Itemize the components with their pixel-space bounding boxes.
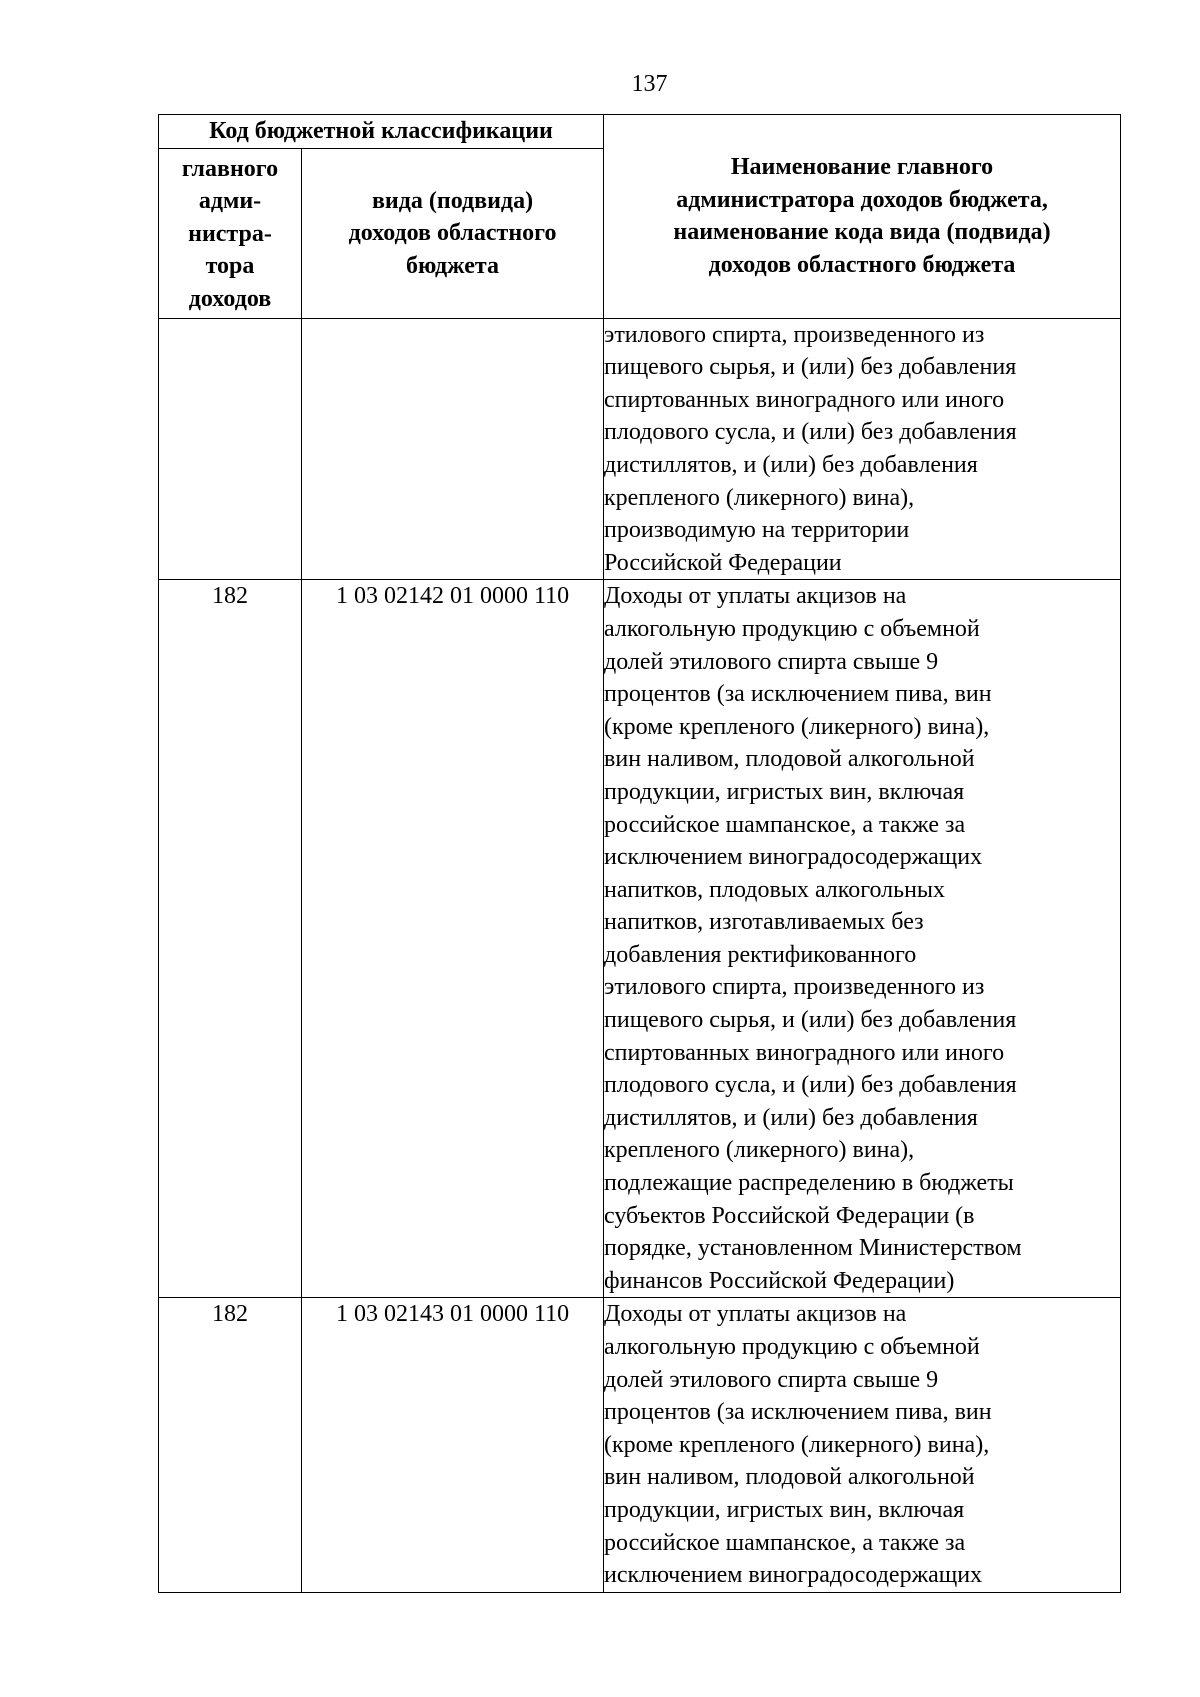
income-name-line: спиртованных виноградного или иного [604, 386, 1005, 413]
income-code-cell: 1 03 02142 01 0000 110 [302, 580, 604, 1298]
income-name-line: исключением виноградосодержащих [604, 1562, 983, 1589]
admin-code-cell: 182 [159, 580, 302, 1298]
income-name-line: продукции, игристых вин, включая [604, 778, 965, 805]
admin-code-cell: 182 [159, 1298, 302, 1592]
income-name-line: пищевого сырья, и (или) без добавления [604, 1007, 1017, 1034]
header-code-line: бюджета [406, 252, 499, 279]
income-name-line: российское шампанское, а также за [604, 1529, 966, 1556]
table-row [159, 1298, 1121, 1592]
income-name-line: крепленого (ликерного) вина), [604, 1137, 915, 1164]
income-name-line: (кроме крепленого (ликерного) вина), [604, 713, 990, 740]
income-name-line: исключением виноградосодержащих [604, 844, 983, 871]
income-code-cell [302, 318, 604, 580]
header-admin-line: адми- [198, 188, 262, 215]
income-name-line: алкогольную продукцию с объемной [604, 1334, 980, 1360]
header-code-line: вида (подвида) [371, 187, 534, 214]
income-name-line: процентов (за исключением пива, вин [604, 1399, 992, 1426]
page-number: 137 [631, 71, 668, 97]
income-name-line: напитков, изготавливаемых без [604, 909, 924, 936]
income-name-line: подлежащие распределению в бюджеты [604, 1170, 1014, 1197]
income-name-line: дистиллятов, и (или) без добавления [604, 1104, 978, 1131]
header-col-code [302, 148, 604, 318]
header-name-line: наименование кода вида (подвида) [673, 219, 1051, 246]
table-row [159, 580, 1121, 1298]
income-name-line: Доходы от уплаты акцизов на [604, 583, 907, 610]
income-name-line: финансов Российской Федерации) [604, 1267, 955, 1294]
header-admin-line: доходов [188, 285, 272, 312]
header-admin-line: тора [205, 253, 255, 280]
income-name-line: спиртованных виноградного или иного [604, 1039, 1005, 1066]
income-name-line: вин наливом, плодовой алкогольной [604, 1464, 975, 1491]
income-name-line: субъектов Российской Федерации (в [604, 1202, 975, 1229]
income-name-line: Российской Федерации [604, 549, 842, 576]
header-group-title: Код бюджетной классификации [159, 115, 604, 149]
admin-code-cell [159, 318, 302, 580]
income-name-line: (кроме крепленого (ликерного) вина), [604, 1431, 990, 1458]
header-col-admin [159, 148, 302, 318]
income-name-line: пищевого сырья, и (или) без добавления [604, 354, 1017, 381]
income-name-line: плодового сусла, и (или) без добавления [604, 1072, 1017, 1099]
header-name-line: доходов областного бюджета [708, 251, 1016, 278]
income-name-line: вин наливом, плодовой алкогольной [604, 746, 975, 773]
income-name-line: этилового спирта, произведенного из [604, 321, 985, 348]
income-name-line: продукции, игристых вин, включая [604, 1496, 965, 1523]
income-name-line: крепленого (ликерного) вина), [604, 484, 915, 511]
income-name-line: Доходы от уплаты акцизов на [604, 1301, 907, 1328]
header-admin-line: главного [181, 155, 279, 182]
income-name-cell [604, 318, 1121, 580]
header-name-line: администратора доходов бюджета, [676, 186, 1048, 213]
table-row [159, 318, 1121, 580]
header-row-group [159, 115, 1121, 149]
header-name-line: Наименование главного [730, 154, 994, 181]
budget-classification-table [158, 114, 1121, 1593]
header-admin-line: нистра- [188, 220, 272, 247]
income-name-line: процентов (за исключением пива, вин [604, 681, 992, 708]
income-name-cell [604, 1298, 1121, 1592]
income-name-line: дистиллятов, и (или) без добавления [604, 451, 978, 478]
income-name-line: плодового сусла, и (или) без добавления [604, 419, 1017, 446]
income-code-cell: 1 03 02143 01 0000 110 [302, 1298, 604, 1592]
income-name-line: напитков, плодовых алкогольных [604, 876, 946, 903]
income-name-line: этилового спирта, произведенного из [604, 974, 985, 1001]
income-name-line: производимую на территории [604, 517, 910, 544]
header-col-name [604, 115, 1121, 319]
header-code-line: доходов областного [348, 220, 557, 247]
income-name-line: добавления ректификованного [604, 941, 917, 968]
income-name-line: долей этилового спирта свыше 9 [604, 1366, 939, 1393]
income-name-line: российское шампанское, а также за [604, 811, 966, 838]
income-name-line: долей этилового спирта свыше 9 [604, 648, 939, 675]
income-name-cell [604, 580, 1121, 1298]
income-name-line: алкогольную продукцию с объемной [604, 615, 980, 642]
income-name-line: порядке, установленном Министерством [604, 1235, 1022, 1262]
